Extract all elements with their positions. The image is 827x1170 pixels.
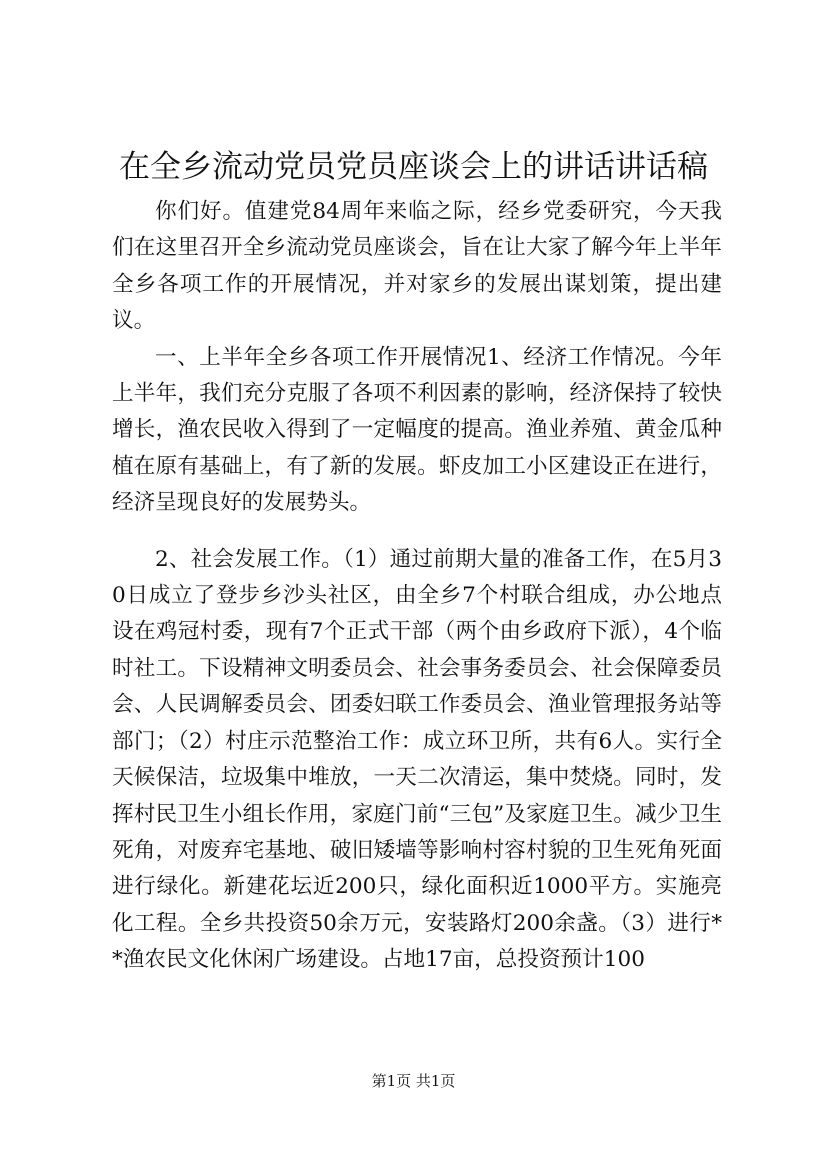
paragraph-social-development: 2、社会发展工作。（1）通过前期大量的准备工作，在5月30日成立了登步乡沙头社区，由全乡7个村联合组成，办公地点设在鸡冠村委，现有7个正式干部（两个由乡政府下派），4个临时社工。下设精神文明委员会、社会事务委员会、社会保障委员会、人民调解委员会、团委妇联工作委员会、渔业管理报务站等部门；（2）村庄示范整治工作：成立环卫所，共有6人。实行全天候保洁，垃圾集中堆放，一天二次清运，集中焚烧。同时，发挥村民卫生小组长作用，家庭门前“三包”及家庭卫生。减少卫生死角，对废弃宅基地、破旧矮墙等影响村容村貌的卫生死角死面进行绿化。新建花坛近200只，绿化面积近1000平方。实施亮化工程。全乡共投资50余万元，安装路灯200余盏。（3）进行**渔农民文化休闲广场建设。占地17亩，总投资预计100 <box>112 546 722 973</box>
document-title: 在全乡流动党员党员座谈会上的讲话讲话稿 <box>119 149 708 185</box>
paragraph-economic-work: 一、上半年全乡各项工作开展情况1、经济工作情况。今年上半年，我们充分克服了各项不利因素的影响，经济保持了较快增长，渔农民收入得到了一定幅度的提高。渔业养殖、黄金瓜种植在原有基础上，有了新的发展。虾皮加工小区建设正在进行，经济呈现良好的发展势头。 <box>112 344 722 516</box>
document-body <box>112 194 722 979</box>
paragraph-greeting: 你们好。值建党84周年来临之际，经乡党委研究，今天我们在这里召开全乡流动党员座谈会，旨在让大家了解今年上半年全乡各项工作的开展情况，并对家乡的发展出谋划策，提出建议。 <box>112 199 722 334</box>
page-footer: 第1页 共1页 <box>371 1072 456 1090</box>
